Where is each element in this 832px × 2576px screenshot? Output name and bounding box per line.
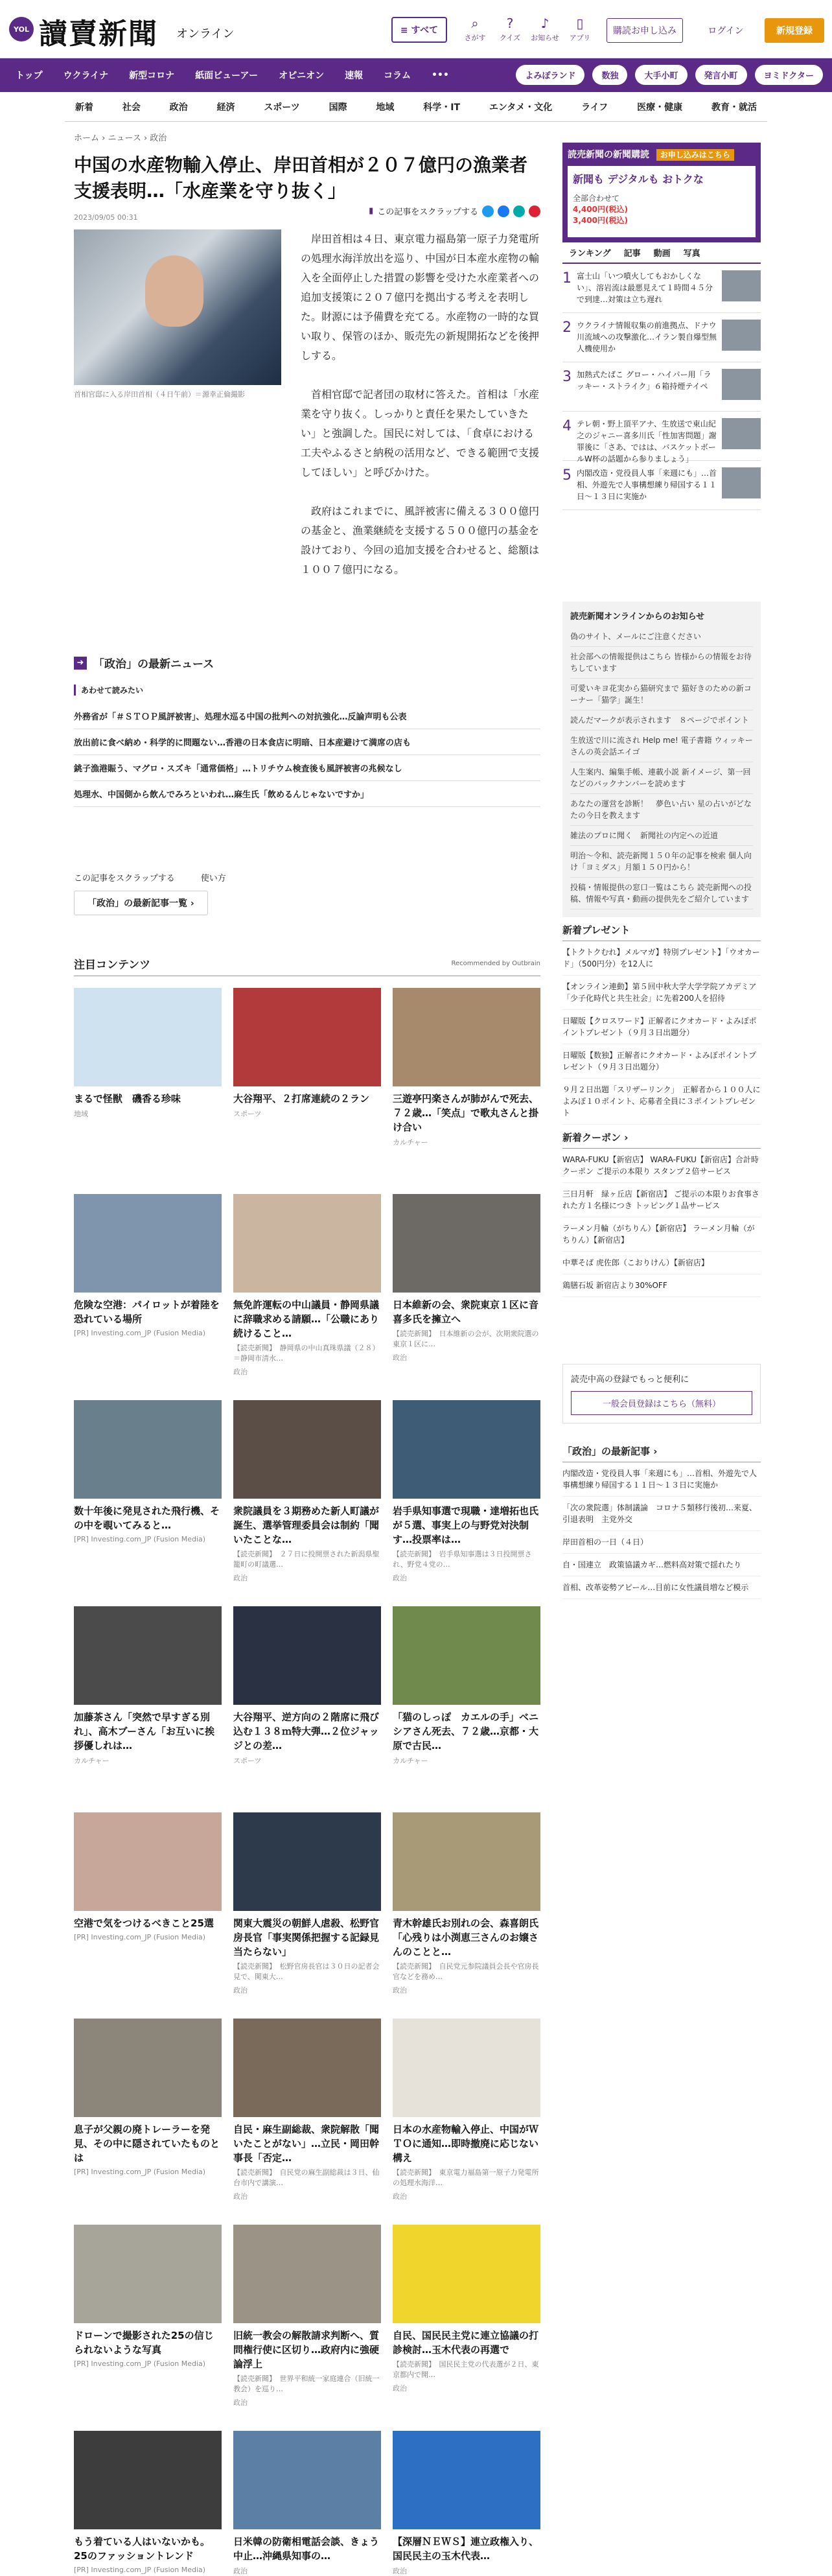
card-source: 政治 (393, 1574, 407, 1582)
card-source: 政治 (233, 1368, 248, 1376)
login-button[interactable]: ログイン (708, 26, 744, 36)
content-card[interactable] (74, 988, 222, 1119)
pill-link[interactable]: 発言小町 (695, 65, 747, 85)
list-item[interactable]: 処理水、中国側から飲んでみろといわれ…麻生氏「飲めるんじゃないですか」 (74, 781, 540, 807)
notice-item[interactable]: 社会部への情報提供はこちら 皆様からの情報をお待ちしています (570, 647, 753, 679)
card-source: カルチャー (74, 1757, 110, 1765)
article-photo (74, 229, 281, 385)
present-item[interactable]: 【オンライン連動】第５回中秋大学大学学院アカデミア「少子化時代と共生社会」に先着200人を招待 (562, 976, 761, 1010)
card-title[interactable]: 「猫のしっぽ カエルの手」ベニシアさん死去、７２歳…京都・大原で古民… (393, 1711, 539, 1751)
notice-item[interactable]: 偽のサイト、メールにご注意ください (570, 627, 753, 647)
notice-item[interactable]: 可愛いキヨ花実から猫研究まで 猫好きのための新コーナー「猫学」誕生！ (570, 679, 753, 710)
content-card[interactable] (393, 1400, 540, 1583)
content-card[interactable] (233, 2225, 381, 2407)
card-title[interactable]: 数十年後に発見された飛行機、その中を覗いてみると… (74, 1505, 220, 1531)
logo-subtitle: オンライン (176, 27, 235, 41)
card-excerpt: 【読売新聞】 静岡県の中山真珠県議（２８）＝静岡市清水… (233, 1344, 380, 1363)
card-title[interactable]: 岩手県知事選で現職・達増拓也氏が５選、事実上の与野党対決制す…投票率は… (393, 1505, 539, 1545)
subnav-item[interactable]: 経済 (216, 102, 235, 113)
card-image[interactable] (233, 2431, 381, 2529)
card-source: 政治 (393, 1353, 407, 1362)
nav-item[interactable]: ウクライナ (63, 71, 109, 81)
app-icon[interactable]: ▯ アプリ (569, 16, 591, 42)
content-card[interactable] (74, 1812, 222, 1941)
content-card[interactable] (233, 1400, 381, 1583)
card-title[interactable]: 日米韓の防衛相電話会談、きょう中止…沖縄県知事の… (233, 2536, 380, 2562)
nav-item[interactable]: 速報 (345, 71, 364, 81)
content-card[interactable] (233, 1812, 381, 1995)
member-register-button[interactable]: 一般会員登録はこちら（無料） (571, 1391, 752, 1415)
pill-link[interactable]: 数独 (592, 65, 627, 85)
card-title[interactable]: 危険な空港：パイロットが着陸を恐れている場所 (74, 1299, 220, 1325)
content-card[interactable] (74, 2431, 222, 2574)
list-item[interactable]: 外務省が「＃ＳＴＯＰ風評被害」、処理水巡る中国の批判への対抗強化…反論声明も公表 (74, 703, 540, 729)
card-image[interactable] (233, 2019, 381, 2117)
present-item[interactable]: ９月２日出題「スリザーリンク」 正解者から１００人によみぽ１０ポイント、応募者全員に３ポイントプレゼント (562, 1079, 761, 1125)
rank-number: 5 (562, 467, 572, 484)
scrap-link[interactable]: この記事をスクラップする (377, 207, 478, 217)
also-read: あわせて読みたい 外務省が「＃ＳＴＯＰ風評被害」、処理水巡る中国の批判への対抗強化…反論声明も公表 放出前に食べ納め・科学的に問題ない…香港の日本食店に明暗、日本産避けて満席の店も 銚子漁港賑う、マグロ・スズキ「通常価格」…トリチウム検査後も風評被害の兆候なし 処理水、中国側から飲んでみろといわれ…麻生氏「飲めるんじゃないですか」 (74, 685, 540, 807)
content-card[interactable] (74, 1400, 222, 1543)
card-title[interactable]: もう着ている人はいないかも。25のファッショントレンド (74, 2536, 211, 2562)
card-source: 政治 (393, 2192, 407, 2201)
arrow-icon: ➜ (74, 657, 87, 670)
card-title[interactable]: 青木幹雄氏お別れの会、森喜朗氏「心残りは小渕恵三さんのお嬢さんのことと… (393, 1917, 539, 1958)
card-image[interactable] (74, 1606, 222, 1705)
card-image[interactable] (74, 2225, 222, 2323)
card-excerpt: 【読売新聞】 日本維新の会が、次期衆院選の東京１区に… (393, 1329, 539, 1348)
content-card[interactable] (74, 2225, 222, 2368)
content-card[interactable] (233, 2019, 381, 2201)
card-title[interactable]: 関東大震災の朝鮮人虐殺、松野官房長官「事実関係把握する記録見当たらない」 (233, 1917, 380, 1958)
notice-item[interactable]: 生放送で川に流され Help me! 電子書籍 ウィッキーさんの英会話エイゴ (570, 731, 753, 762)
card-image[interactable] (393, 1400, 540, 1499)
card-title[interactable]: 自民、国民民主党に連立協議の打診検討…玉木代表の再選で (393, 2330, 539, 2356)
notice-item[interactable]: 読んだマークが表示されます ８ページでポイント (570, 710, 753, 731)
card-image[interactable] (74, 2431, 222, 2529)
card-source: 政治 (233, 1574, 248, 1582)
scrap-icon[interactable]: ▮ (369, 206, 374, 216)
ranking-item[interactable] (562, 461, 761, 510)
subnav-item[interactable]: スポーツ (264, 102, 300, 113)
pill-link[interactable]: ヨミドクター (755, 65, 823, 85)
sub-nav (65, 92, 767, 122)
card-image[interactable] (393, 1812, 540, 1911)
nav-item[interactable]: コラム (384, 71, 411, 81)
content-card[interactable] (393, 2431, 540, 2576)
content-card[interactable] (233, 1194, 381, 1377)
header (0, 0, 832, 58)
more-politics-button[interactable]: 「政治」の最新記事一覧 › (74, 891, 208, 915)
card-image[interactable] (233, 1400, 381, 1499)
mail-icon[interactable] (529, 205, 540, 217)
rank-title[interactable]: ウクライナ情報収集の前進拠点、ドナウ川流域への攻撃激化…イラン製自爆型無人機使用か (577, 321, 717, 353)
card-source: 地域 (74, 1110, 88, 1118)
card-image[interactable] (393, 2019, 540, 2117)
pill-link[interactable]: よみぽランド (516, 65, 584, 85)
article-date: 2023/09/05 00:31 (74, 213, 138, 222)
subnav-item[interactable]: 教育・就活 (711, 102, 757, 113)
coupon-item[interactable]: 鶏膳石坂 新宿店より30%OFF (562, 1274, 761, 1297)
rank-title[interactable]: 内閣改造・党役員人事「来週にも」…首相、外遊先で人事構想練り帰国する１１日～１３日に実施か (577, 469, 717, 501)
card-source: [PR] Investing.com_JP (Fusion Media) (74, 1535, 206, 1543)
card-title[interactable]: 日本維新の会、衆院東京１区に音喜多氏を擁立へ (393, 1299, 539, 1325)
content-card[interactable] (233, 1606, 381, 1766)
scrap-bar (74, 871, 226, 884)
article-title: 中国の水産物輸入停止、岸田首相が２０７億円の漁業者支援表明…「水産業を守り抜く」 (74, 154, 528, 202)
content-card[interactable] (233, 2431, 381, 2576)
rank-number: 4 (562, 418, 572, 434)
ranking-item[interactable] (562, 412, 761, 461)
subnav-item[interactable]: 国際 (329, 102, 347, 113)
card-source: 政治 (233, 2567, 248, 2575)
content-card[interactable] (74, 1606, 222, 1766)
card-image[interactable] (74, 2019, 222, 2117)
coupon-item[interactable]: 三日月軒 緑ヶ丘店【新宿店】 ご提示の本限りお食事された方１名様につき トッピング１品サービス (562, 1183, 761, 1217)
notice-item[interactable]: 雑法のプロに聞く 新聞社の内定への近道 (570, 826, 753, 846)
card-excerpt: 【読売新聞】 岩手県知事選は３日投開票され、野党４党の… (393, 1550, 532, 1569)
hatena-icon[interactable] (513, 205, 525, 217)
card-source: カルチャー (393, 1138, 428, 1147)
notice-item[interactable]: あなたの運営を診断！ 夢色い占い 星の占いがどなたの今日を教えます (570, 794, 753, 826)
rank-title[interactable]: 富士山「いつ噴火してもおかしくない」、溶岩流は最悪見えて１時間４５分で到達…対策は立ち遅れ (577, 272, 713, 304)
bell-icon[interactable]: ♪ お知らせ (531, 16, 559, 42)
card-title[interactable]: 三遊亭円楽さんが肺がんで死去、７２歳…「笑点」で歌丸さんと掛け合い (393, 1093, 539, 1133)
card-title[interactable]: 空港で気をつけるべきこと25選 (74, 1917, 214, 1929)
rank-number: 2 (562, 320, 572, 336)
card-title[interactable]: 自民・麻生副総裁、衆院解散「聞いたことがない」…立民・岡田幹事長「否定… (233, 2124, 380, 2164)
card-title[interactable]: 無免許運転の中山議員・静岡県議に辞職求める請願…「公職にあり続けること… (233, 1299, 380, 1339)
presents: 新着プレゼント 【トクトクむれ】メルマガ】特別プレゼント】「ウオカード」（500円分）を12人に 【オンライン連動】第５回中秋大学大学学院アカデミア「少子化時代と共生社会」に先着200人を招待 日曜版【クロスワード】正解者にクオカード・よみぽポイントプレゼント（９月３日出題分） 日曜版【数独】正解者にクオカード・よみぽポイントプレゼント（９月３日出題分） ９月２日出題「スリザーリンク」 正解者から１００人によみぽ１０ポイント、応募者全員に３ポイントプレゼント (562, 923, 761, 1125)
card-image[interactable] (74, 1194, 222, 1293)
notices: 読売新聞オンラインからのお知らせ 偽のサイト、メールにご注意ください 社会部への情報提供はこちら 皆様からの情報をお待ちしています 可愛いキヨ花実から猫研究まで 猫好きのための新コーナー「猫学」誕生！ 読んだマークが表示されます ８ページでポイント 生放送で川に流され Help me! 電子書籍 ウィッキーさんの英会話エイゴ 人生案内、編集手帳、連載小説 新イメージ、第一回などのバックナンバーを読めます あなたの運営を診断！ 夢色い占い 星の占いがどなたの今日を教えます 雑法のプロに聞く 新聞社の内定への近道 明治～令和、読売新聞１５０年の記事を検索 個人向け「ヨミダス」月額１５０円から！ 投稿・情報提供の窓口一覧はこちら 読売新聞への投稿、情報や写真・動画の提供先をご紹介しています (562, 602, 761, 917)
politics-item[interactable]: 「次の衆院選」体制議論 コロナ５類移行後初…来夏、引退表明 主党外交 (562, 1497, 761, 1531)
present-item[interactable]: 日曜版【クロスワード】正解者にクオカード・よみぽポイントプレゼント（９月３日出題分） (562, 1010, 761, 1044)
card-image[interactable] (393, 2225, 540, 2323)
rank-number: 1 (562, 270, 572, 287)
card-excerpt: 【読売新聞】 ２７日に投開票された新潟県聖籠町の町議選… (233, 1550, 380, 1569)
politics-item[interactable]: 自・国連立 政策協議カギ…燃料高対策で揺れたり (562, 1554, 761, 1576)
card-title[interactable]: まるで怪獣 磯香る珍味 (74, 1093, 181, 1105)
card-excerpt: 【読売新聞】 世界平和統一家庭連合（旧統一教会）を巡り… (233, 2374, 380, 2393)
coupons: 新着クーポン › WARA-FUKU【新宿店】 WARA-FUKU【新宿店】合計時クーポン ご提示の本限り スタンプ２倍サービス 三日月軒 緑ヶ丘店【新宿店】 ご提示の本限りお食事された方１名様につき トッピング１品サービス ラーメン月輪（がちりん）【新宿店】 ラーメン月輪（がちりん）【新宿店】 中華そば 虎佐郎（こおりけん）【新宿店】 鶏膳石坂 新宿店より30%OFF (562, 1130, 761, 1297)
tab-article[interactable]: 記事 (623, 249, 641, 259)
notice-item[interactable]: 投稿・情報提供の窓口一覧はこちら 読売新聞への投稿、情報や写真・動画の提供先をご紹介しています (570, 878, 753, 909)
ranking-item[interactable] (562, 313, 761, 362)
card-title[interactable]: ドローンで撮影された25の信じられないような写真 (74, 2330, 214, 2356)
subnav-item[interactable]: 科学・IT (423, 102, 461, 113)
ranking-item[interactable] (562, 264, 761, 313)
card-title[interactable]: 息子が父親の廃トレーラーを発見、その中に隠されていたものとは (74, 2124, 220, 2164)
card-source: [PR] Investing.com_JP (Fusion Media) (74, 1933, 206, 1941)
card-source: 政治 (393, 1986, 407, 1995)
nav-item[interactable]: オピニオン (279, 71, 325, 81)
subnav-item[interactable]: 社会 (122, 102, 141, 113)
content-card[interactable] (393, 1606, 540, 1766)
politics-item[interactable]: 首相、改革姿勢アピール…目前に女性議員増など模示 (562, 1576, 761, 1599)
card-source: 政治 (233, 2398, 248, 2407)
card-excerpt: 【読売新聞】 東京電力福島第一原子力発電所の処理水海洋… (393, 2168, 539, 2187)
card-source: スポーツ (233, 1757, 262, 1765)
share-bar (369, 205, 540, 217)
card-image[interactable] (393, 1194, 540, 1293)
card-source: スポーツ (233, 1110, 262, 1118)
notice-item[interactable]: 人生案内、編集手帳、連載小説 新イメージ、第一回などのバックナンバーを読めます (570, 762, 753, 794)
card-excerpt: 【読売新聞】 自民党元参院議員会長や官房長官などを務め… (393, 1962, 539, 1981)
ranking-item[interactable] (562, 362, 761, 412)
card-source: 政治 (393, 2567, 407, 2575)
quiz-icon[interactable]: ? クイズ (499, 16, 521, 42)
rank-number: 3 (562, 369, 572, 385)
content-card[interactable] (393, 2225, 540, 2393)
rank-thumbnail[interactable] (722, 467, 761, 498)
card-source: [PR] Investing.com_JP (Fusion Media) (74, 2566, 206, 2574)
card-excerpt: 【読売新聞】 国民民主党の代表選が２日、東京都内で開… (393, 2360, 539, 2379)
card-image[interactable] (393, 1606, 540, 1705)
politics-item[interactable]: 内閣改造・党役員人事「来週にも」…首相、外遊先で人事構想練り帰国する１１日～１３日に実施か (562, 1462, 761, 1497)
rank-thumbnail[interactable] (722, 320, 761, 351)
subnav-item[interactable]: 新着 (75, 102, 93, 113)
card-image[interactable] (233, 2225, 381, 2323)
content-card[interactable] (393, 2019, 540, 2201)
site-logo[interactable]: 讀賣新聞 (39, 18, 158, 51)
latest-news-heading: ➜ 「政治」の最新ニュース (74, 655, 214, 671)
card-image[interactable] (74, 1400, 222, 1499)
scrap-link[interactable]: この記事をスクラップする (74, 874, 175, 884)
politics-item[interactable]: 岸田首相の一日（４日） (562, 1531, 761, 1554)
card-title[interactable]: 日本の水産物輸入停止、中国がＷＴＯに通知…即時撤廃に応じない構え (393, 2124, 539, 2164)
card-source: [PR] Investing.com_JP (Fusion Media) (74, 2359, 206, 2368)
article-paragraph: 政府はこれまでに、風評被害に備える３００億円の基金と、漁業継続を支援する５００億円の基金を設けており、今回の追加支援を合わせると、総額は１００７億円になる。 (301, 505, 540, 576)
coupon-item[interactable]: ラーメン月輪（がちりん）【新宿店】 ラーメン月輪（がちりん）【新宿店】 (562, 1217, 761, 1252)
content-card[interactable] (233, 988, 381, 1119)
article-body (301, 229, 540, 599)
logo-badge[interactable]: YOL (9, 17, 34, 41)
content-card[interactable] (393, 1194, 540, 1363)
notice-item[interactable]: 明治～令和、読売新聞１５０年の記事を検索 個人向け「ヨミダス」月額１５０円から！ (570, 846, 753, 878)
article-paragraph: 岸田首相は４日、東京電力福島第一原子力発電所の処理水海洋放出を巡り、中国が日本産水産物の輸入を全面停止した措置の影響を受けた水産業者への追加支援策に２０７億円を拠出する考えを表明した。財源には予備費を充てる。水産物の一時的な買い取り、保管のほか、販売先の新規開拓などを後押しする。 (301, 233, 540, 362)
nav-item[interactable]: 新型コロナ (129, 71, 175, 81)
register-button[interactable]: 新規登録 (765, 18, 824, 43)
all-menu-button[interactable]: ≡ すべて (391, 17, 447, 43)
attention-header: 注目コンテンツ Recommended by Outbrain (74, 955, 540, 976)
card-source: 政治 (233, 2192, 248, 2201)
card-title[interactable]: 大谷翔平、２打席連続の２ラン (233, 1093, 370, 1105)
card-excerpt: 【読売新聞】 松野官房長官は３０日の記者会見で、関東大… (233, 1962, 380, 1981)
nav-more[interactable]: ••• (431, 70, 449, 80)
card-image[interactable] (74, 988, 222, 1086)
subnav-item[interactable]: 地域 (376, 102, 395, 113)
main-nav (0, 58, 832, 92)
nav-item[interactable]: 紙面ビューアー (195, 71, 259, 81)
subnav-item[interactable]: エンタメ・文化 (489, 102, 553, 113)
card-source: [PR] Investing.com_JP (Fusion Media) (74, 1329, 206, 1337)
article-paragraph: 首相官邸で記者団の取材に答えた。首相は「水産業を守り抜く。しっかりと責任を果たしていきたい」と強調した。国民に対しては、「食卓における工夫やふるさと納税の活用など、できる範囲で支援してほしい」と呼びかけた。 (301, 388, 540, 478)
content-card[interactable] (393, 988, 540, 1147)
politics-latest: 「政治」の最新記事 › 内閣改造・党役員人事「来週にも」…首相、外遊先で人事構想練り帰国する１１日～１３日に実施か 「次の衆院選」体制議論 コロナ５類移行後初…来夏、引退表明 主党外交 岸田首相の一日（４日） 自・国連立 政策協議カギ…燃料高対策で揺れたり 首相、改革姿勢アピール…目前に女性議員増など模示 (562, 1444, 761, 1599)
search-icon[interactable]: ⌕ さがす (464, 16, 486, 42)
card-image[interactable] (233, 1606, 381, 1705)
howto-link[interactable]: 使い方 (200, 874, 226, 884)
rank-thumbnail[interactable] (722, 270, 761, 301)
subnav-item[interactable]: ライフ (581, 102, 608, 113)
rank-title[interactable]: 加熱式たばこ グロー・ハイパー用「ラッキー・ストライク」６箱持煙テイペ (577, 370, 711, 391)
rank-thumbnail[interactable] (722, 418, 761, 449)
card-title[interactable]: 大谷翔平、逆方向の２階席に飛び込む１３８ｍ特大弾…２位ジャッジとの差… (233, 1711, 380, 1751)
present-item[interactable]: 日曜版【数独】正解者にクオカード・よみぽポイントプレゼント（９月３日出題分） (562, 1044, 761, 1079)
list-item[interactable]: 放出前に食べ納め・科学的に問題ない…香港の日本食店に明暗、日本産避けて満席の店も (74, 729, 540, 755)
card-title[interactable]: 衆院議員を３期務めた新人町議が誕生、選挙管理委員会は制約「聞いたことな… (233, 1505, 380, 1545)
list-item[interactable]: 銚子漁港賑う、マグロ・スズキ「通常価格」…トリチウム検査後も風評被害の兆候なし (74, 755, 540, 781)
content-card[interactable] (393, 1812, 540, 1995)
card-excerpt: 【読売新聞】 自民党の麻生副総裁は３日、仙台市内で講演… (233, 2168, 380, 2187)
card-image[interactable] (233, 1194, 381, 1293)
content-card[interactable] (74, 1194, 222, 1337)
card-image[interactable] (393, 988, 540, 1086)
card-image[interactable] (233, 1812, 381, 1911)
present-item[interactable]: 【トクトクむれ】メルマガ】特別プレゼント】「ウオカード」（500円分）を12人に (562, 941, 761, 976)
card-source: 政治 (233, 1986, 248, 1995)
subscribe-button[interactable]: 購読お申し込み (607, 18, 683, 43)
card-image[interactable] (74, 1812, 222, 1911)
card-source: 政治 (393, 2384, 407, 2393)
nav-item[interactable]: トップ (16, 71, 43, 81)
tab-video[interactable]: 動画 (653, 249, 671, 259)
coupon-item[interactable]: 中華そば 虎佐郎（こおりけん）【新宿店】 (562, 1252, 761, 1274)
facebook-icon[interactable] (498, 205, 509, 217)
coupon-item[interactable]: WARA-FUKU【新宿店】 WARA-FUKU【新宿店】合計時クーポン ご提示の本限り スタンプ２倍サービス (562, 1149, 761, 1183)
subscription-ad[interactable]: 読売新聞の新聞購読 お申し込みはこちら 新聞も デジタルも おトクな 全部合わせて 4,400円(税込) 3,400円(税込) (562, 143, 761, 242)
pill-link[interactable]: 大手小町 (635, 65, 687, 85)
card-image[interactable] (393, 2431, 540, 2529)
twitter-icon[interactable] (482, 205, 494, 217)
card-source: [PR] Investing.com_JP (Fusion Media) (74, 2168, 206, 2176)
rank-thumbnail[interactable] (722, 369, 761, 400)
article-column (74, 122, 540, 2575)
card-title[interactable]: 加藤茶さん「突然で早すぎる別れ」、高木ブーさん「お互いに挨拶優しれは… (74, 1711, 215, 1751)
photo-caption: 首相官邸に入る岸田首相（４日午前）＝源幸正倫撮影 (74, 390, 245, 399)
content-card[interactable] (74, 2019, 222, 2176)
ranking: ランキング 記事 動画 写真 1 富士山「いつ噴火してもおかしくない」、溶岩流は最悪見えて１時間４５分で到達…対策は立ち遅れ 2 ウクライナ情報収集の前進拠点、ドナウ川流域への攻撃激化…イラン製自爆型無人機使用か 3 加熱式たばこ グロー・ハイパー用「ラッキー・ストライク」６箱持煙テイペ 4 テレ朝・野上頂平アナ、生放送で東山紀之のジャニー喜多川氏「性加害問題」謝罪後に「さあ、ではは、バスケットボールW杯の話題から参りましょう」 5 内閣改造・党役員人事「来週にも」…首相、外遊先で人事構想練り帰国する１１日～１３日に実施か (562, 242, 761, 510)
subnav-item[interactable]: 政治 (169, 102, 188, 113)
card-title[interactable]: 【深層ＮＥＷＳ】連立政権入り、国民民主の玉木代表… (393, 2536, 539, 2562)
rank-title[interactable]: テレ朝・野上頂平アナ、生放送で東山紀之のジャニー喜多川氏「性加害問題」謝罪後に「さあ、ではは、バスケットボールW杯の話題から参りましょう」 (577, 419, 717, 463)
card-source: カルチャー (393, 1757, 428, 1765)
newsletter: 読売中高の登録でもっと便利に 一般会員登録はこちら（無料） (562, 1364, 761, 1423)
card-image[interactable] (233, 988, 381, 1086)
card-title[interactable]: 旧統一教会の解散請求判断へ、質問権行使に区切り…政府内に強硬論浮上 (233, 2330, 380, 2370)
breadcrumb[interactable]: ホーム › ニュース › 政治 (74, 134, 167, 143)
subnav-item[interactable]: 医療・健康 (637, 102, 683, 113)
tab-photo[interactable]: 写真 (683, 249, 700, 259)
